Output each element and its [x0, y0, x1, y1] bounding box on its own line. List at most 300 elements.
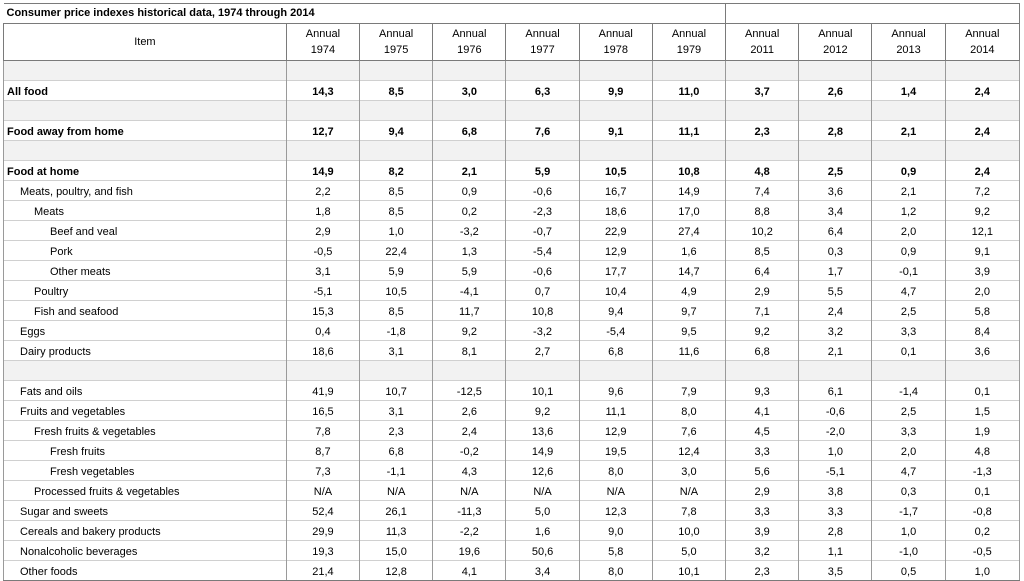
column-header-line1: Annual [525, 28, 560, 40]
value-cell: 19,6 [433, 541, 506, 561]
value-cell: 2,0 [872, 441, 945, 461]
value-cell: 2,3 [726, 561, 799, 581]
value-cell: 3,8 [799, 481, 872, 501]
blank-cell [579, 61, 652, 81]
value-cell: 11,3 [360, 521, 433, 541]
value-cell: 4,7 [872, 281, 945, 301]
value-cell: 50,6 [506, 541, 579, 561]
blank-cell [652, 101, 725, 121]
blank-cell [286, 361, 359, 381]
blank-cell [4, 361, 287, 381]
table-row [4, 521, 1020, 541]
value-cell: 14,9 [652, 181, 725, 201]
value-cell: 21,4 [286, 561, 359, 581]
value-cell: 8,8 [726, 201, 799, 221]
row-label: Pork [4, 241, 287, 261]
value-cell: 2,0 [872, 221, 945, 241]
value-cell: N/A [433, 481, 506, 501]
value-cell: 12,6 [506, 461, 579, 481]
value-cell: 17,7 [579, 261, 652, 281]
value-cell: 7,4 [726, 181, 799, 201]
value-cell: 3,6 [799, 181, 872, 201]
value-cell: -0,2 [433, 441, 506, 461]
value-cell: 22,9 [579, 221, 652, 241]
value-cell: -0,8 [945, 501, 1019, 521]
value-cell: 8,0 [579, 461, 652, 481]
value-cell: 0,9 [872, 241, 945, 261]
value-cell: 3,3 [726, 501, 799, 521]
value-cell: 10,7 [360, 381, 433, 401]
value-cell: 2,9 [726, 481, 799, 501]
value-cell: 9,5 [652, 321, 725, 341]
value-cell: 19,3 [286, 541, 359, 561]
value-cell: 4,7 [872, 461, 945, 481]
row-label: Beef and veal [4, 221, 287, 241]
value-cell: 13,6 [506, 421, 579, 441]
row-label: Fresh vegetables [4, 461, 287, 481]
value-cell: 3,6 [945, 341, 1019, 361]
value-cell: 12,8 [360, 561, 433, 581]
year-column-header [799, 24, 872, 61]
cpi-table [3, 3, 1020, 581]
table-row [4, 261, 1020, 281]
value-cell: 9,1 [579, 121, 652, 141]
value-cell: 9,2 [433, 321, 506, 341]
column-header-line1: Annual [671, 28, 707, 40]
row-label: Fresh fruits [4, 441, 287, 461]
blank-cell [652, 361, 725, 381]
value-cell: 5,9 [506, 161, 579, 181]
value-cell: 14,3 [286, 81, 359, 101]
value-cell: 8,2 [360, 161, 433, 181]
title-row-empty-cell [726, 4, 1020, 24]
table-row [4, 401, 1020, 421]
row-label: Meats [4, 201, 287, 221]
value-cell: 7,9 [652, 381, 725, 401]
blank-cell [360, 61, 433, 81]
table-row [4, 121, 1020, 141]
value-cell: -0,6 [506, 181, 579, 201]
value-cell: -0,5 [286, 241, 359, 261]
value-cell: 26,1 [360, 501, 433, 521]
table-row [4, 421, 1020, 441]
value-cell: 2,4 [945, 121, 1019, 141]
blank-cell [799, 361, 872, 381]
value-cell: 3,0 [652, 461, 725, 481]
column-header-line1: Annual [305, 28, 341, 40]
value-cell: 9,2 [726, 321, 799, 341]
value-cell: 11,1 [579, 401, 652, 421]
value-cell: 3,7 [726, 81, 799, 101]
column-header-line1: Annual [598, 28, 633, 40]
value-cell: -1,7 [872, 501, 945, 521]
value-cell: 5,5 [799, 281, 872, 301]
value-cell: 22,4 [360, 241, 433, 261]
value-cell: 10,8 [506, 301, 579, 321]
blank-cell [945, 361, 1019, 381]
table-row [4, 301, 1020, 321]
row-label: Food at home [4, 161, 287, 181]
value-cell: 12,3 [579, 501, 652, 521]
value-cell: 6,1 [799, 381, 872, 401]
table-title: Consumer price indexes historical data, 1974 through 2014 [4, 4, 726, 24]
value-cell: -2,3 [506, 201, 579, 221]
value-cell: N/A [506, 481, 579, 501]
value-cell: 2,3 [360, 421, 433, 441]
value-cell: -2,0 [799, 421, 872, 441]
value-cell: 2,5 [872, 401, 945, 421]
table-row [4, 561, 1020, 581]
table-row [4, 481, 1020, 501]
year-column-header [506, 24, 579, 61]
year-column-header [652, 24, 725, 61]
column-header-year: 1978 [603, 44, 628, 56]
value-cell: 14,7 [652, 261, 725, 281]
column-header-year: 1979 [676, 44, 702, 56]
year-column-header [360, 24, 433, 61]
value-cell: 2,8 [799, 121, 872, 141]
value-cell: 6,8 [360, 441, 433, 461]
blank-cell [433, 361, 506, 381]
blank-cell [433, 141, 506, 161]
value-cell: 7,6 [652, 421, 725, 441]
blank-cell [506, 61, 579, 81]
value-cell: 3,5 [799, 561, 872, 581]
blank-cell [286, 101, 359, 121]
value-cell: -12,5 [433, 381, 506, 401]
blank-cell [4, 101, 287, 121]
value-cell: 0,2 [945, 521, 1019, 541]
row-label: All food [4, 81, 287, 101]
value-cell: 2,4 [945, 161, 1019, 181]
table-row [4, 241, 1020, 261]
value-cell: -0,1 [872, 261, 945, 281]
value-cell: 0,3 [872, 481, 945, 501]
blank-cell [433, 61, 506, 81]
value-cell: 7,8 [286, 421, 359, 441]
column-header-year: 2011 [750, 44, 774, 56]
row-label: Dairy products [4, 341, 287, 361]
year-column-header [286, 24, 359, 61]
value-cell: 5,9 [433, 261, 506, 281]
value-cell: 14,9 [286, 161, 359, 181]
value-cell: 0,1 [872, 341, 945, 361]
row-label: Fats and oils [4, 381, 287, 401]
value-cell: 10,8 [652, 161, 725, 181]
value-cell: 1,5 [945, 401, 1019, 421]
value-cell: 52,4 [286, 501, 359, 521]
value-cell: -11,3 [433, 501, 506, 521]
value-cell: 2,3 [726, 121, 799, 141]
value-cell: N/A [286, 481, 359, 501]
value-cell: 3,1 [286, 261, 359, 281]
value-cell: 10,5 [579, 161, 652, 181]
column-header-line1: Annual [379, 28, 414, 40]
blank-cell [652, 61, 725, 81]
value-cell: 15,0 [360, 541, 433, 561]
blank-cell [872, 361, 945, 381]
value-cell: 9,2 [506, 401, 579, 421]
value-cell: 5,6 [726, 461, 799, 481]
year-column-header [726, 24, 799, 61]
value-cell: 1,3 [433, 241, 506, 261]
value-cell: -1,0 [872, 541, 945, 561]
row-label: Meats, poultry, and fish [4, 181, 287, 201]
value-cell: 8,4 [945, 321, 1019, 341]
value-cell: 10,4 [579, 281, 652, 301]
blank-cell [360, 361, 433, 381]
value-cell: 6,8 [579, 341, 652, 361]
blank-cell [872, 141, 945, 161]
blank-row [4, 61, 1020, 81]
value-cell: 0,1 [945, 481, 1019, 501]
blank-cell [945, 101, 1019, 121]
value-cell: 4,5 [726, 421, 799, 441]
blank-cell [652, 141, 725, 161]
value-cell: 9,7 [652, 301, 725, 321]
value-cell: 11,7 [433, 301, 506, 321]
value-cell: 4,8 [726, 161, 799, 181]
value-cell: -0,5 [945, 541, 1019, 561]
column-header-line1: Annual [818, 28, 853, 40]
value-cell: 2,1 [433, 161, 506, 181]
value-cell: 6,4 [726, 261, 799, 281]
value-cell: 12,9 [579, 241, 652, 261]
value-cell: 12,4 [652, 441, 725, 461]
value-cell: 1,4 [872, 81, 945, 101]
value-cell: 9,9 [579, 81, 652, 101]
value-cell: 29,9 [286, 521, 359, 541]
value-cell: -0,7 [506, 221, 579, 241]
blank-cell [506, 141, 579, 161]
table-row [4, 381, 1020, 401]
column-header-year: 1975 [383, 44, 409, 56]
blank-cell [726, 361, 799, 381]
column-header-year: 1974 [310, 44, 336, 56]
value-cell: 4,3 [433, 461, 506, 481]
value-cell: 5,0 [652, 541, 725, 561]
row-label: Fish and seafood [4, 301, 287, 321]
blank-cell [579, 141, 652, 161]
table-row [4, 441, 1020, 461]
value-cell: 7,1 [726, 301, 799, 321]
value-cell: 8,5 [726, 241, 799, 261]
value-cell: 1,0 [945, 561, 1019, 581]
value-cell: 7,8 [652, 501, 725, 521]
value-cell: 9,0 [579, 521, 652, 541]
value-cell: 6,8 [433, 121, 506, 141]
blank-cell [506, 101, 579, 121]
row-label: Processed fruits & vegetables [4, 481, 287, 501]
value-cell: 6,3 [506, 81, 579, 101]
blank-cell [4, 61, 287, 81]
value-cell: 4,9 [652, 281, 725, 301]
value-cell: -2,2 [433, 521, 506, 541]
value-cell: -4,1 [433, 281, 506, 301]
value-cell: N/A [360, 481, 433, 501]
row-label: Fresh fruits & vegetables [4, 421, 287, 441]
value-cell: 5,0 [506, 501, 579, 521]
year-column-header [945, 24, 1019, 61]
value-cell: 10,2 [726, 221, 799, 241]
value-cell: 3,2 [799, 321, 872, 341]
value-cell: 11,0 [652, 81, 725, 101]
value-cell: 7,3 [286, 461, 359, 481]
column-header-year: 1976 [457, 44, 482, 56]
value-cell: -3,2 [433, 221, 506, 241]
value-cell: 10,1 [652, 561, 725, 581]
blank-cell [579, 101, 652, 121]
value-cell: 2,5 [872, 301, 945, 321]
value-cell: 7,2 [945, 181, 1019, 201]
value-cell: 2,1 [799, 341, 872, 361]
blank-cell [872, 101, 945, 121]
value-cell: -5,1 [286, 281, 359, 301]
value-cell: 2,6 [799, 81, 872, 101]
value-cell: 27,4 [652, 221, 725, 241]
value-cell: 3,4 [506, 561, 579, 581]
value-cell: 8,5 [360, 301, 433, 321]
value-cell: 3,9 [726, 521, 799, 541]
blank-cell [433, 101, 506, 121]
row-label: Other foods [4, 561, 287, 581]
value-cell: 0,2 [433, 201, 506, 221]
value-cell: 2,4 [945, 81, 1019, 101]
value-cell: 0,9 [433, 181, 506, 201]
value-cell: 41,9 [286, 381, 359, 401]
value-cell: 9,1 [945, 241, 1019, 261]
table-row [4, 541, 1020, 561]
value-cell: 2,9 [726, 281, 799, 301]
value-cell: 9,6 [579, 381, 652, 401]
column-header-year: 2013 [896, 44, 921, 56]
value-cell: -5,1 [799, 461, 872, 481]
blank-cell [799, 141, 872, 161]
value-cell: 8,5 [360, 201, 433, 221]
value-cell: -1,8 [360, 321, 433, 341]
value-cell: 1,1 [799, 541, 872, 561]
row-label: Nonalcoholic beverages [4, 541, 287, 561]
blank-cell [726, 141, 799, 161]
value-cell: 5,8 [579, 541, 652, 561]
value-cell: 8,5 [360, 181, 433, 201]
table-row [4, 181, 1020, 201]
blank-cell [726, 101, 799, 121]
value-cell: 2,0 [945, 281, 1019, 301]
value-cell: 10,1 [506, 381, 579, 401]
blank-cell [945, 61, 1019, 81]
blank-cell [799, 61, 872, 81]
blank-cell [799, 101, 872, 121]
value-cell: 12,9 [579, 421, 652, 441]
table-row [4, 161, 1020, 181]
row-label: Eggs [4, 321, 287, 341]
value-cell: 16,7 [579, 181, 652, 201]
value-cell: 15,3 [286, 301, 359, 321]
value-cell: 2,8 [799, 521, 872, 541]
value-cell: 10,0 [652, 521, 725, 541]
year-column-header [433, 24, 506, 61]
value-cell: 0,4 [286, 321, 359, 341]
value-cell: 1,9 [945, 421, 1019, 441]
table-row [4, 281, 1020, 301]
value-cell: 0,9 [872, 161, 945, 181]
value-cell: 12,7 [286, 121, 359, 141]
table-row [4, 201, 1020, 221]
value-cell: 3,9 [945, 261, 1019, 281]
value-cell: N/A [652, 481, 725, 501]
value-cell: 6,8 [726, 341, 799, 361]
value-cell: 9,3 [726, 381, 799, 401]
value-cell: -3,2 [506, 321, 579, 341]
value-cell: 14,9 [506, 441, 579, 461]
value-cell: 1,0 [360, 221, 433, 241]
value-cell: 9,4 [579, 301, 652, 321]
value-cell: 3,0 [433, 81, 506, 101]
year-column-header [579, 24, 652, 61]
blank-cell [286, 141, 359, 161]
value-cell: 1,8 [286, 201, 359, 221]
value-cell: 2,1 [872, 121, 945, 141]
value-cell: -1,1 [360, 461, 433, 481]
value-cell: -0,6 [506, 261, 579, 281]
blank-row [4, 141, 1020, 161]
value-cell: 1,6 [506, 521, 579, 541]
value-cell: -0,6 [799, 401, 872, 421]
blank-cell [286, 61, 359, 81]
value-cell: 1,7 [799, 261, 872, 281]
value-cell: 6,4 [799, 221, 872, 241]
value-cell: 0,1 [945, 381, 1019, 401]
row-label: Poultry [4, 281, 287, 301]
column-header-line1: Annual [745, 28, 780, 40]
table-row [4, 221, 1020, 241]
value-cell: 19,5 [579, 441, 652, 461]
blank-row [4, 101, 1020, 121]
value-cell: 8,1 [433, 341, 506, 361]
value-cell: 0,7 [506, 281, 579, 301]
value-cell: 17,0 [652, 201, 725, 221]
value-cell: -1,3 [945, 461, 1019, 481]
blank-cell [726, 61, 799, 81]
column-header-line1: Annual [452, 28, 487, 40]
value-cell: 8,0 [579, 561, 652, 581]
value-cell: 2,2 [286, 181, 359, 201]
row-label: Cereals and bakery products [4, 521, 287, 541]
value-cell: 2,4 [433, 421, 506, 441]
row-label: Food away from home [4, 121, 287, 141]
value-cell: 4,1 [726, 401, 799, 421]
value-cell: -5,4 [579, 321, 652, 341]
value-cell: 2,1 [872, 181, 945, 201]
value-cell: 8,5 [360, 81, 433, 101]
value-cell: 16,5 [286, 401, 359, 421]
row-label: Other meats [4, 261, 287, 281]
table-row [4, 321, 1020, 341]
value-cell: -1,4 [872, 381, 945, 401]
value-cell: 3,2 [726, 541, 799, 561]
value-cell: 8,7 [286, 441, 359, 461]
value-cell: 10,5 [360, 281, 433, 301]
value-cell: 3,1 [360, 401, 433, 421]
blank-cell [506, 361, 579, 381]
value-cell: 3,3 [872, 321, 945, 341]
value-cell: 1,0 [799, 441, 872, 461]
blank-cell [4, 141, 287, 161]
value-cell: 5,9 [360, 261, 433, 281]
column-header-line1: Annual [965, 28, 1000, 40]
blank-cell [360, 141, 433, 161]
